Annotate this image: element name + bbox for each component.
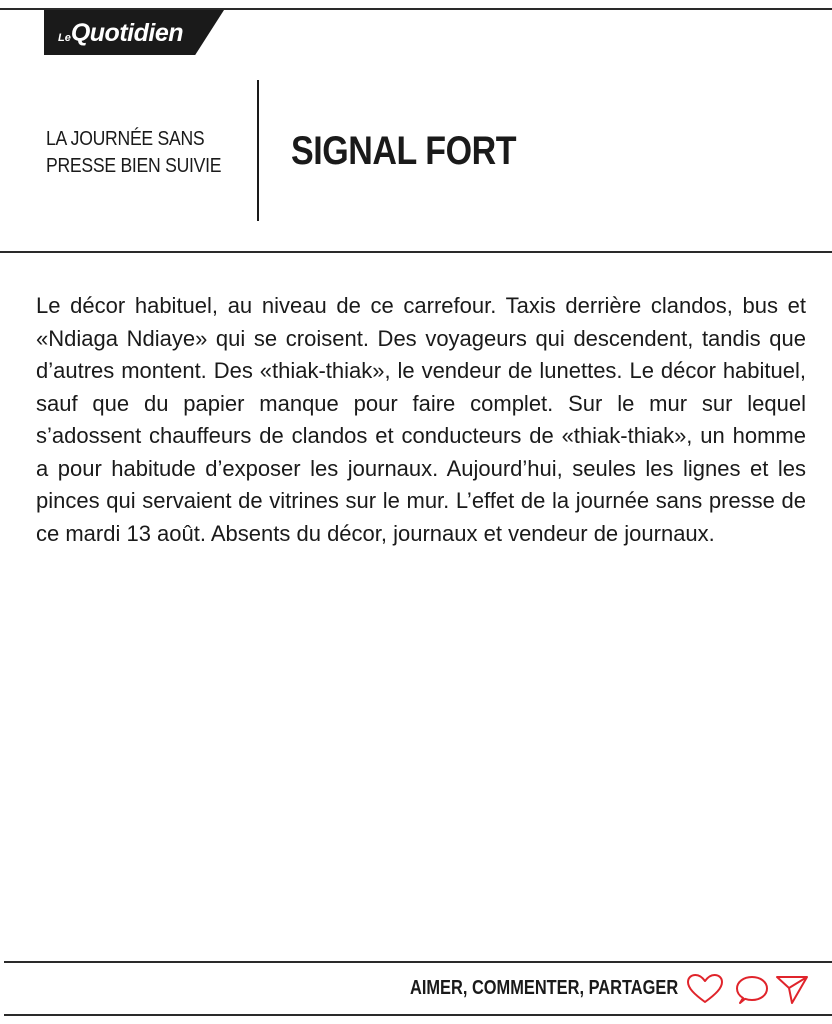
- comment-icon[interactable]: [735, 975, 769, 1005]
- brand-logo[interactable]: [58, 14, 183, 57]
- top-rule: [0, 8, 832, 10]
- heart-icon[interactable]: [686, 973, 724, 1005]
- share-icon[interactable]: [775, 974, 809, 1006]
- brand-logo-prefix: Le: [58, 32, 71, 44]
- section-rule: [0, 251, 832, 253]
- article-body: Le décor habituel, au niveau de ce carrefour. Taxis derrière clandos, bus et «Ndiaga Ndiaye» qui se croisent. Des voyageurs qui descendent, tandis que d’autres montent. Des «thiak-thiak», le vendeur de lunettes. Le décor habituel, sauf que du papier manque pour faire complet. Sur le mur sur lequel s’adossent chauffeurs de clandos et conducteurs de «thiak-thiak», un homme a pour habitude d’exposer les journaux. Aujourd’hui, seules les lignes et les pinces qui servaient de vitrines sur le mur. L’effet de la journée sans presse de ce mardi 13 août. Absents du décor, journaux et vendeur de journaux.: [36, 293, 806, 546]
- footer-rule-top: [4, 961, 832, 963]
- kicker-line-2: PRESSE BIEN SUIVIE: [46, 155, 222, 177]
- footer-rule-bottom: [4, 1014, 832, 1016]
- headline: SIGNAL FORT: [291, 129, 517, 173]
- kicker-line-1: LA JOURNÉE SANS: [46, 128, 205, 150]
- header-divider: [257, 80, 259, 221]
- kicker: [46, 126, 222, 180]
- footer-cta: AIMER, COMMENTER, PARTAGER: [410, 977, 679, 999]
- brand-logo-name: Quotidien: [70, 19, 183, 47]
